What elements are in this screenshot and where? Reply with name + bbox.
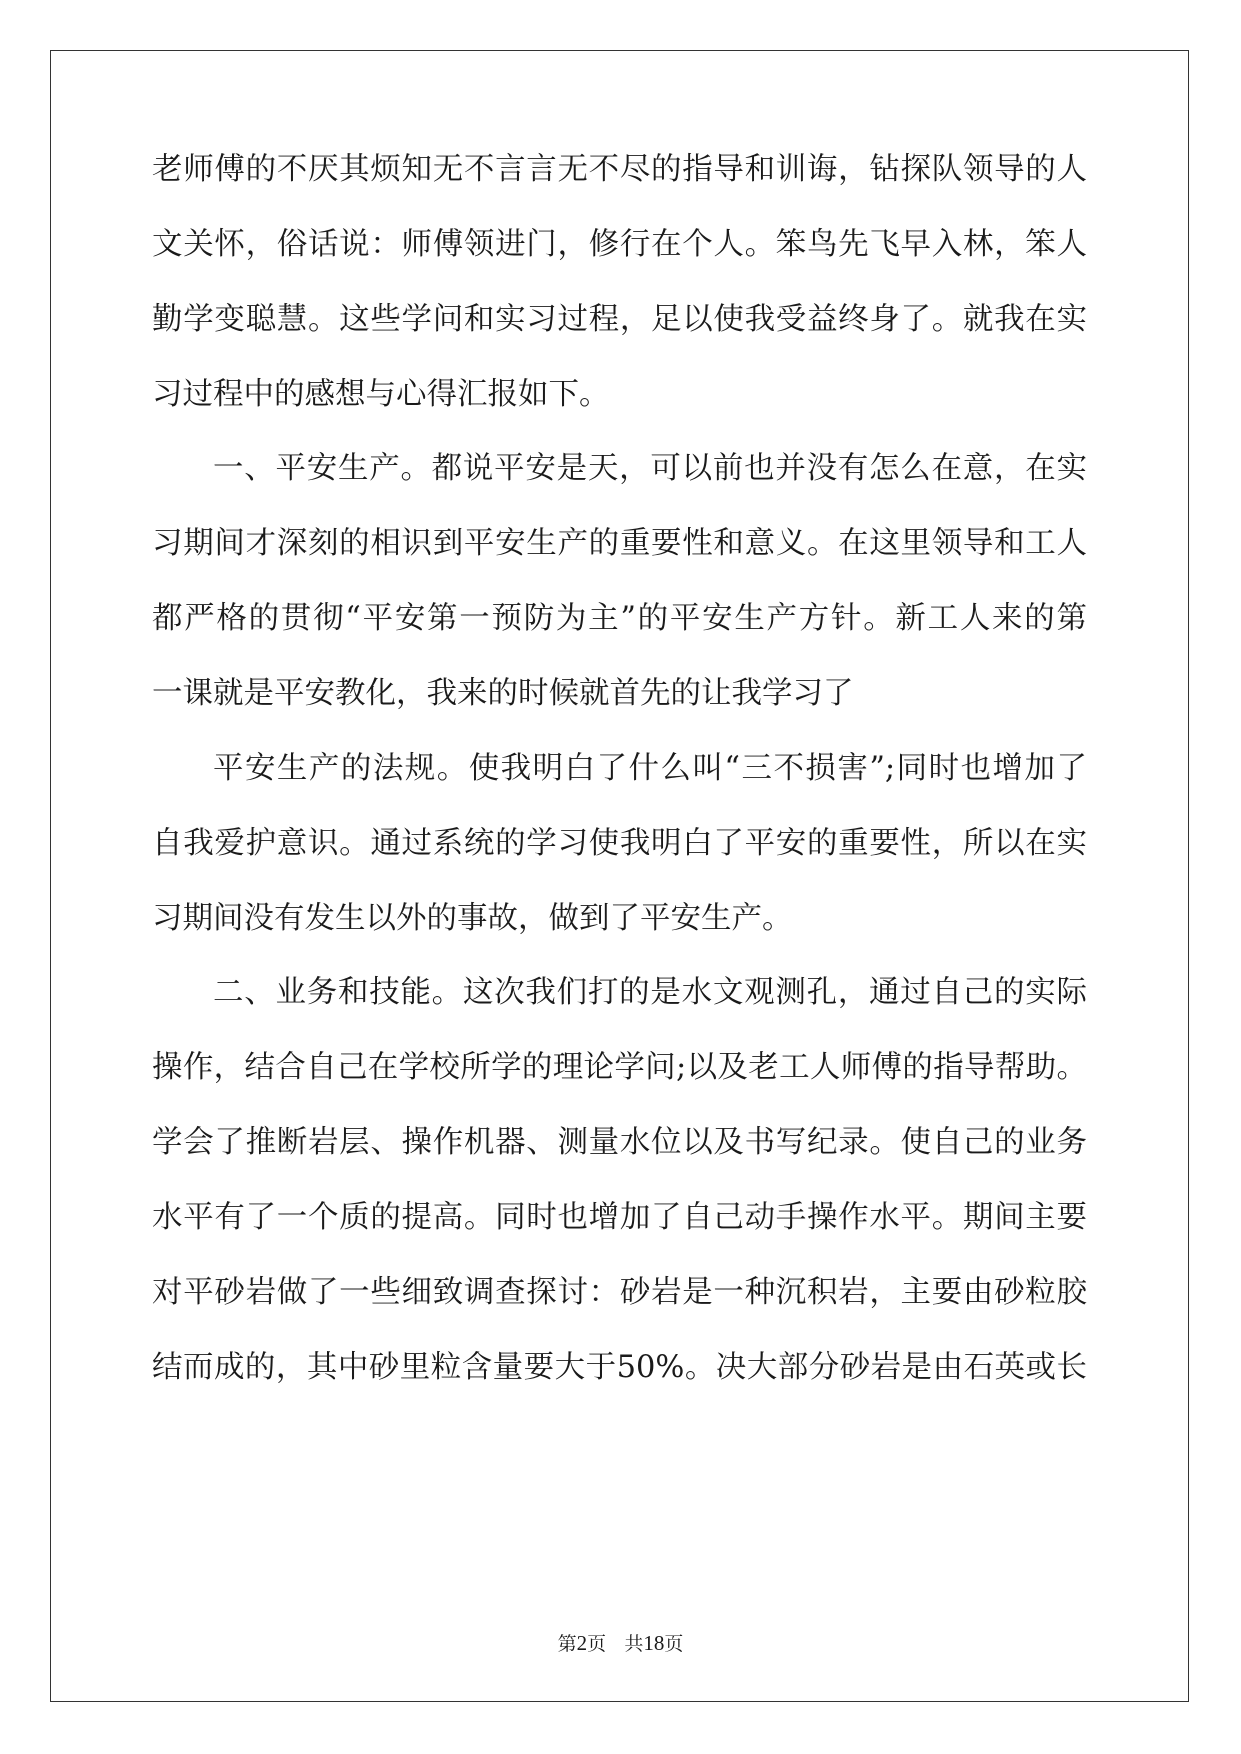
page-prefix: 第 <box>557 1633 577 1655</box>
page-footer <box>0 1630 1241 1657</box>
text-line: 二、业务和技能。这次我们打的是水文观测孔，通过自己的实际 <box>213 975 1087 1010</box>
total-prefix: 共 <box>624 1633 644 1655</box>
text-line: 文关怀，俗话说：师傅领进门，修行在个人。笨鸟先飞早入林，笨人 <box>152 227 1087 262</box>
text-line: 平安生产的法规。使我明白了什么叫“三不损害”;同时也增加了 <box>213 751 1087 786</box>
total-pages: 18 <box>643 1631 665 1655</box>
text-line: 学会了推断岩层、操作机器、测量水位以及书写纪录。使自己的业务 <box>152 1125 1087 1160</box>
text-line: 水平有了一个质的提高。同时也增加了自己动手操作水平。期间主要 <box>152 1200 1087 1235</box>
text-line: 操作，结合自己在学校所学的理论学问;以及老工人师傅的指导帮助。 <box>152 1050 1087 1085</box>
total-suffix: 页 <box>664 1633 684 1655</box>
text-line: 勤学变聪慧。这些学问和实习过程，足以使我受益终身了。就我在实 <box>152 302 1087 337</box>
text-line: 习期间才深刻的相识到平安生产的重要性和意义。在这里领导和工人 <box>152 526 1087 561</box>
text-line: 都严格的贯彻“平安第一预防为主”的平安生产方针。新工人来的第 <box>152 601 1087 636</box>
text-line: 一课就是平安教化，我来的时候就首先的让我学习了 <box>152 676 854 711</box>
text-line: 习过程中的感想与心得汇报如下。 <box>152 377 610 412</box>
text-line: 结而成的，其中砂里粒含量要大于50%。决大部分砂岩是由石英或长 <box>152 1350 1087 1385</box>
text-line: 老师傅的不厌其烦知无不言言无不尽的指导和训诲，钻探队领导的人 <box>152 152 1087 187</box>
text-line: 对平砂岩做了一些细致调查探讨：砂岩是一种沉积岩，主要由砂粒胶 <box>152 1275 1087 1310</box>
text-line: 习期间没有发生以外的事故，做到了平安生产。 <box>152 901 793 936</box>
page-suffix: 页 <box>587 1633 607 1655</box>
page-number: 2 <box>576 1631 588 1655</box>
text-line: 自我爱护意识。通过系统的学习使我明白了平安的重要性，所以在实 <box>152 826 1087 861</box>
text-line: 一、平安生产。都说平安是天，可以前也并没有怎么在意，在实 <box>213 451 1087 486</box>
